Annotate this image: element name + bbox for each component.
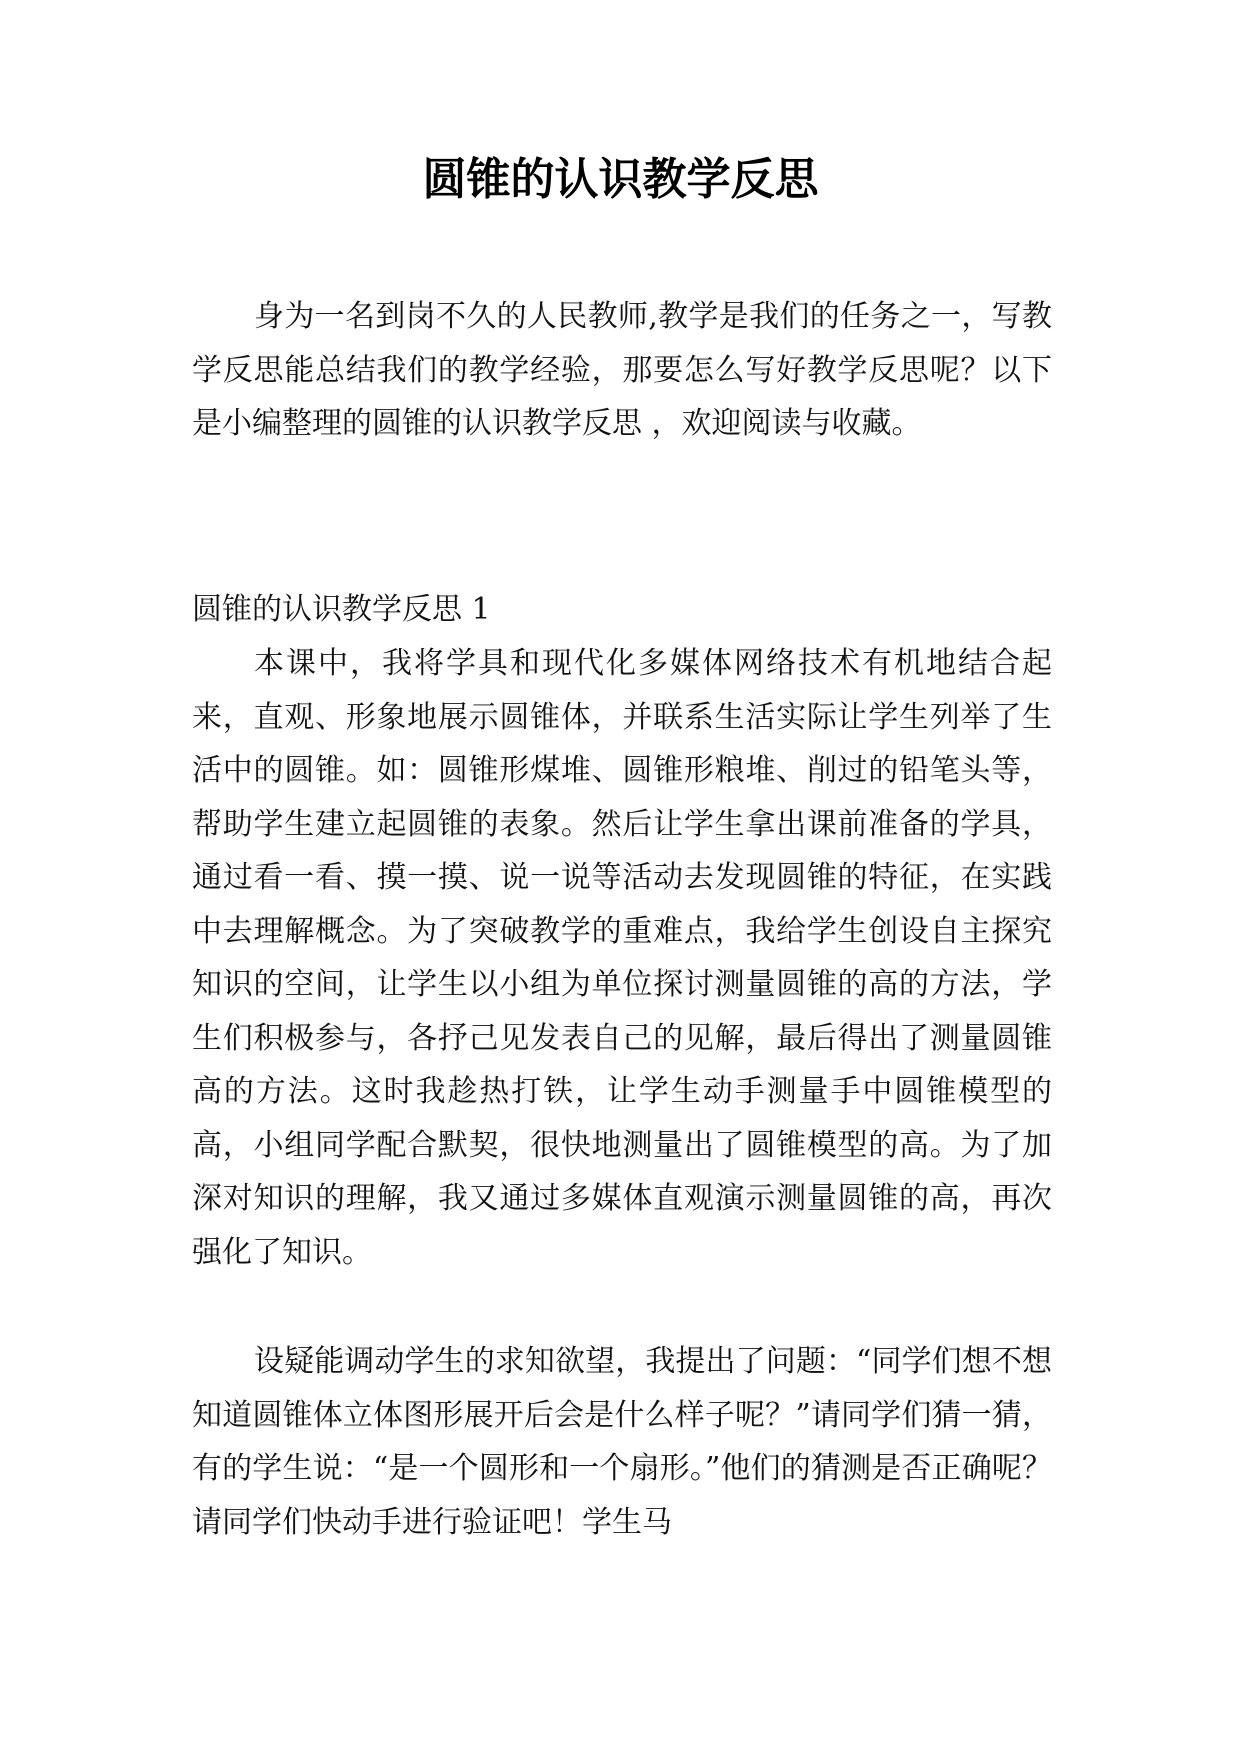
intro-paragraph: 身为一名到岗不久的人民教师,教学是我们的任务之一，写教学反思能总结我们的教学经验，那要怎么写好教学反思呢？以下是小编整理的圆锥的认识教学反思 ，欢迎阅读与收藏。 bbox=[192, 299, 1052, 441]
body-paragraph: 设疑能调动学生的求知欲望，我提出了问题：“同学们想不想知道圆锥体立体图形展开后会是什么样子呢？”请同学们猜一猜，有的学生说：“是一个圆形和一个扇形。”他们的猜测是否正确呢？请同学们快动手进行验证吧！学生马 bbox=[192, 1344, 1052, 1540]
section-heading: 圆锥的认识教学反思 1 bbox=[192, 592, 491, 627]
body-paragraph: 本课中，我将学具和现代化多媒体网络技术有机地结合起来，直观、形象地展示圆锥体，并联系生活实际让学生列举了生活中的圆锥。如：圆锥形煤堆、圆锥形粮堆、削过的铅笔头等，帮助学生建立起圆锥的表象。然后让学生拿出课前准备的学具，通过看一看、摸一摸、说一说等活动去发现圆锥的特征，在实践中去理解概念。为了突破教学的重难点，我给学生创设自主探究知识的空间，让学生以小组为单位探讨测量圆锥的高的方法，学生们积极参与，各抒己见发表自己的见解，最后得出了测量圆锥高的方法。这时我趁热打铁，让学生动手测量手中圆锥模型的高，小组同学配合默契，很快地测量出了圆锥模型的高。为了加深对知识的理解，我又通过多媒体直观演示测量圆锥的高，再次强化了知识。 bbox=[192, 646, 1052, 1270]
document-title: 圆锥的认识教学反思 bbox=[422, 154, 819, 205]
